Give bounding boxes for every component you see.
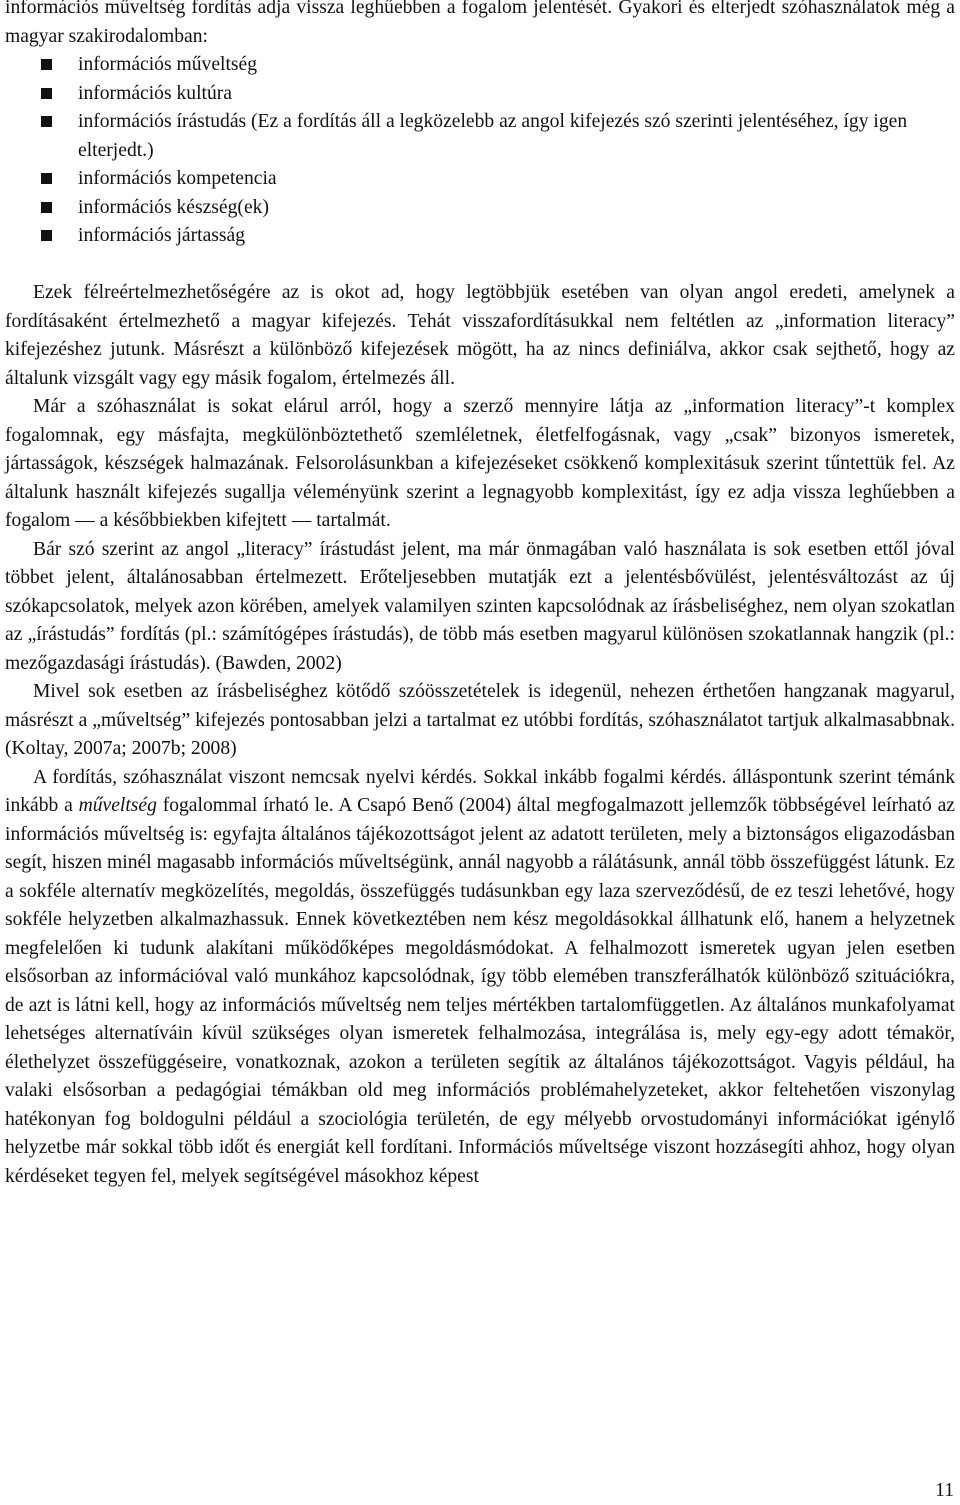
paragraph — [5, 764, 955, 1192]
square-bullet-icon — [41, 202, 52, 213]
square-bullet-icon — [41, 116, 52, 127]
paragraph-text: Ezek félreértelmezhetőségére az is okot ad, hogy legtöbbjük esetében van olyan angol eredeti, amelynek a fordításaként értelmezhető a magyar kifejezés. Tehát visszafordításukkal nem feltétlen az „information literacy” kifejezéshez jutunk. Másrészt a különböző kifejezések mögött, ha az nincs definiálva, akkor csak sejthető, hogy az általunk vizsgált vagy egy másik fogalom, értelmezés áll. — [5, 282, 955, 389]
list-item — [5, 222, 955, 251]
paragraph — [5, 393, 955, 536]
paragraph-text: A fordítás, szóhasználat viszont nemcsak nyelvi kérdés. Sokkal inkább fogalmi kérdés. álláspontunk szerint témánk inkább a — [5, 766, 955, 816]
list-item — [5, 51, 955, 80]
document-body — [5, 0, 955, 1191]
page-number: 11 — [935, 1480, 954, 1501]
list-item-text: információs jártasság — [78, 225, 246, 246]
paragraph — [5, 279, 955, 393]
paragraph — [5, 536, 955, 679]
square-bullet-icon — [41, 59, 52, 70]
list-item — [5, 108, 955, 165]
intro-paragraph — [5, 0, 955, 51]
paragraph — [5, 678, 955, 764]
list-item — [5, 80, 955, 109]
paragraph-text: fogalommal írható le. A Csapó Benő (2004) által megfogalmazott jellemzők többségével leírható az információs műveltség is: egyfajta általános tájékozottságot jelent az adatott területen, mely a biztonságos eligazodásban segít, hiszen minél magasabb információs műveltségünk, annál nagyobb a rálátásunk, annál több összefüggést látunk. Ez a sokféle alternatív megközelítés, megoldás, összefüggés tudásunkban egy laza szerveződésű, de ez teszi lehetővé, hogy sokféle helyzetben alkalmazhassuk. Ennek következtében nem kész megoldásokkal állhatunk elő, hanem a helyzetnek megfelelően ki tudunk alakítani működőképes megoldásmódokat. A felhalmozott ismeretek ugyan jelen esetben elsősorban az információval való munkához kapcsolódnak, így több elemében transzferálhatók különböző szituációkra, de azt is látni kell, hogy az információs műveltség nem teljes mértékben tartalomfüggetlen. Az általános munkafolyamat lehetséges alternatíváin kívül szükséges olyan ismeretek felhalmozása, integrálása is, mely egy-egy adott témakör, élethelyzet összefüggéseire, vonatkoznak, azokon a területen segítik az általános tájékozottságot. Vagyis például, ha valaki elsősorban a pedagógiai témákban old meg információs problémahelyzeteket, akkor feltehetően viszonylag hatékonyan fog boldogulni például a szociológia területén, de egy mélyebb orvostudományi információkat igénylő helyzetbe már sokkal több időt és energiát kell fordítani. Információs műveltsége viszont hozzásegíti ahhoz, hogy olyan kérdéseket tegyen fel, melyek segítségével másokhoz képest — [5, 795, 955, 1187]
list-item-text: információs kultúra — [78, 82, 232, 104]
paragraph-text: Mivel sok esetben az írásbeliséghez kötődő szóösszetételek is idegenül, nehezen érthetően hangzanak magyarul, másrészt a „műveltség” kifejezés pontosabban jelzi a tartalmat ez utóbbi fordítás, szóhasználatot tartjuk alkalmasabbnak. (Koltay, 2007a; 2007b; 2008) — [5, 681, 955, 759]
square-bullet-icon — [41, 173, 52, 184]
paragraph-text: Már a szóhasználat is sokat elárul arról, hogy a szerző mennyire látja az „information literacy”-t komplex fogalomnak, egy másfajta, megkülönböztethető szemléletnek, életfelfogásnak, vagy „csak” bizonyos ismeretek, jártasságok, készségek halmazának. Felsorolásunkban a kifejezéseket csökkenő komplexitásuk szerint tűntettük fel. Az általunk használt kifejezés sugallja véleményünk szerint a legnagyobb komplexitást, így ez adja vissza leghűebben a fogalom — a későbbiekben kifejtett — tartalmát. — [5, 396, 955, 531]
term-list — [5, 51, 955, 251]
list-item-text: információs készség(ek) — [78, 196, 269, 218]
list-item — [5, 165, 955, 194]
list-item-text: információs műveltség — [78, 54, 258, 75]
emphasized-term: műveltség — [78, 795, 157, 816]
intro-text: információs műveltség fordítás adja vissza leghűebben a fogalom jelentését. Gyakori és elterjedt szóhasználatok még a magyar szakirodalomban: — [5, 0, 955, 47]
square-bullet-icon — [41, 88, 52, 99]
paragraph-text: Bár szó szerint az angol „literacy” írástudást jelent, ma már önmagában való használata is sok esetben ettől jóval többet jelent, általánosabban értelmezett. Erőteljesebben mutatják ezt a jelentésbővülést, jelentésváltozást az új szókapcsolatok, melyek azon körében, amelyek valamilyen szinten kapcsolódnak az írásbeliséghez, nem olyan szokatlan az „írástudás” fordítás (pl.: számítógépes írástudás), de több más esetben magyarul különösen szokatlannak hangzik (pl.: mezőgazdasági írástudás). (Bawden, 2002) — [5, 538, 955, 674]
list-item-text: információs írástudás (Ez a fordítás áll a legközelebb az angol kifejezés szó szerinti jelentéséhez, így igen elterjedt.) — [78, 111, 908, 161]
list-item-text: információs kompetencia — [78, 168, 277, 189]
list-item — [5, 194, 955, 223]
square-bullet-icon — [41, 230, 52, 241]
